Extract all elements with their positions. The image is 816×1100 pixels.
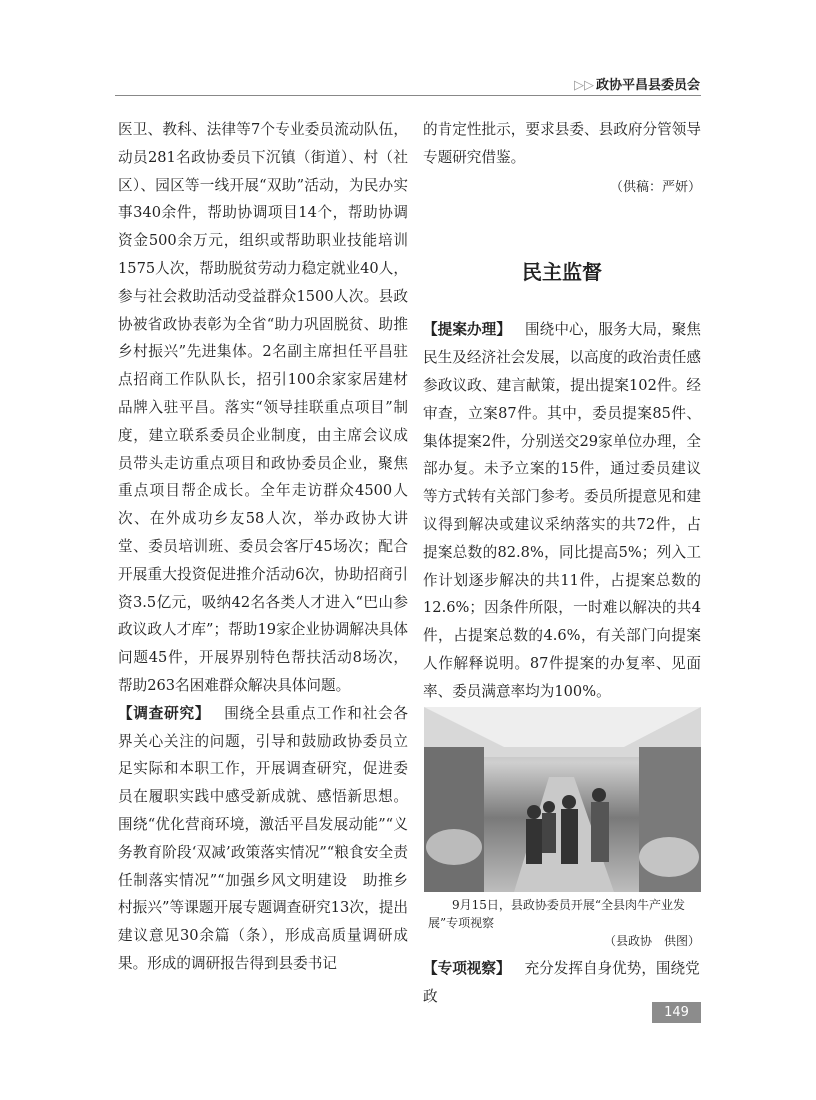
- paragraph-text: 围绕中心，服务大局，聚焦民生及经济社会发展，以高度的政治责任感参政议政、建言献策，提出提案102件。经审查，立案87件。其中，委员提案85件、集体提案2件，分别送交29家单位办理，全部办复。未予立案的15件，通过委员建议等方式转有关部门参考。委员所提意见和建议得到解决或建议采纳落实的共72件，占提案总数的82.8%，同比提高5%；列入工作计划逐步解决的共11件，占提案总数的12.6%；因条件所限，一时难以解决的共4件，占提案总数的4.6%，有关部门向提案人作解释说明。87件提案的办复率、见面率、委员满意率均为100%。: [423, 321, 701, 700]
- header-rule: [115, 95, 701, 96]
- photo-credit: （县政协 供图）: [603, 934, 700, 948]
- photo-caption: 9月15日，县政协委员开展“全县肉牛产业发展”专项视察: [428, 898, 686, 930]
- contributor-credit: （供稿：严妍）: [609, 179, 701, 195]
- triangle-marker-icon: ▷▷: [573, 78, 594, 93]
- paragraph-volunteer-teams: 医卫、教科、法律等7个专业委员流动队伍，动员281名政协委员下沉镇（街道）、村（社区）、园区等一线开展“双助”活动，为民办实事340余件，帮助协调项目14个，帮助协调资金500余万元，组织或帮助职业技能培训1575人次，帮助脱贫劳动力稳定就业40人，参与社会救助活动受益群众1500人次。县政协被省政协表彰为全省“助力巩固脱贫、助推乡村振兴”先进集体。2名副主席担任平昌驻点招商工作队队长，招引100余家家居建材品牌入驻平昌。落实“领导挂联重点项目”制度，建立联系委员企业制度，由主席会议成员带头走访重点项目和政协委员企业，聚焦重点项目帮企成长。全年走访群众4500人次、在外成功乡友58人次，举办政协大讲堂、委员培训班、委员会客厅45场次；配合开展重大投资促进推介活动6次，协助招商引资3.5亿元，吸纳42名各类人才进入“巴山参政议政人才库”；帮助19家企业协调解决具体问题45件，开展界别特色帮扶活动8场次，帮助263名困难群众解决具体问题。: [118, 121, 408, 694]
- page-number: 149: [652, 1002, 701, 1023]
- paragraph-continuation: 的肯定性批示，要求县委、县政府分管领导专题研究借鉴。: [423, 121, 701, 166]
- left-column: [118, 116, 408, 978]
- section-label-research: 【调查研究】: [118, 704, 211, 722]
- header-title: 政协平昌县委员会: [595, 78, 700, 93]
- inspection-photo: [424, 707, 701, 892]
- right-column: [423, 116, 701, 706]
- section-label-inspection: 【专项视察】: [423, 960, 511, 977]
- section-label-proposals: 【提案办理】: [423, 321, 512, 339]
- running-header: [574, 74, 700, 93]
- section-heading: 民主监督: [522, 260, 602, 285]
- paragraph-research: [118, 700, 408, 978]
- paragraph-text: 围绕全县重点工作和社会各界关心关注的问题，引导和鼓励政协委员立足实际和本职工作，开展调查研究，促进委员在履职实践中感受新成就、感悟新思想。围绕“优化营商环境，激活平昌发展动能”“义务教育阶段‘双减’政策落实情况”“粮食安全责任制落实情况”“加强乡风文明建设 助推乡村振兴”等课题开展专题调查研究13次，提出建议意见30余篇（条），形成高质量调研成果。形成的调研报告得到县委书记: [118, 704, 408, 972]
- paragraph-proposals: [423, 316, 701, 705]
- photo-illustration: [424, 707, 701, 892]
- paragraph-text: 充分发挥自身优势，围绕党政: [423, 960, 700, 1005]
